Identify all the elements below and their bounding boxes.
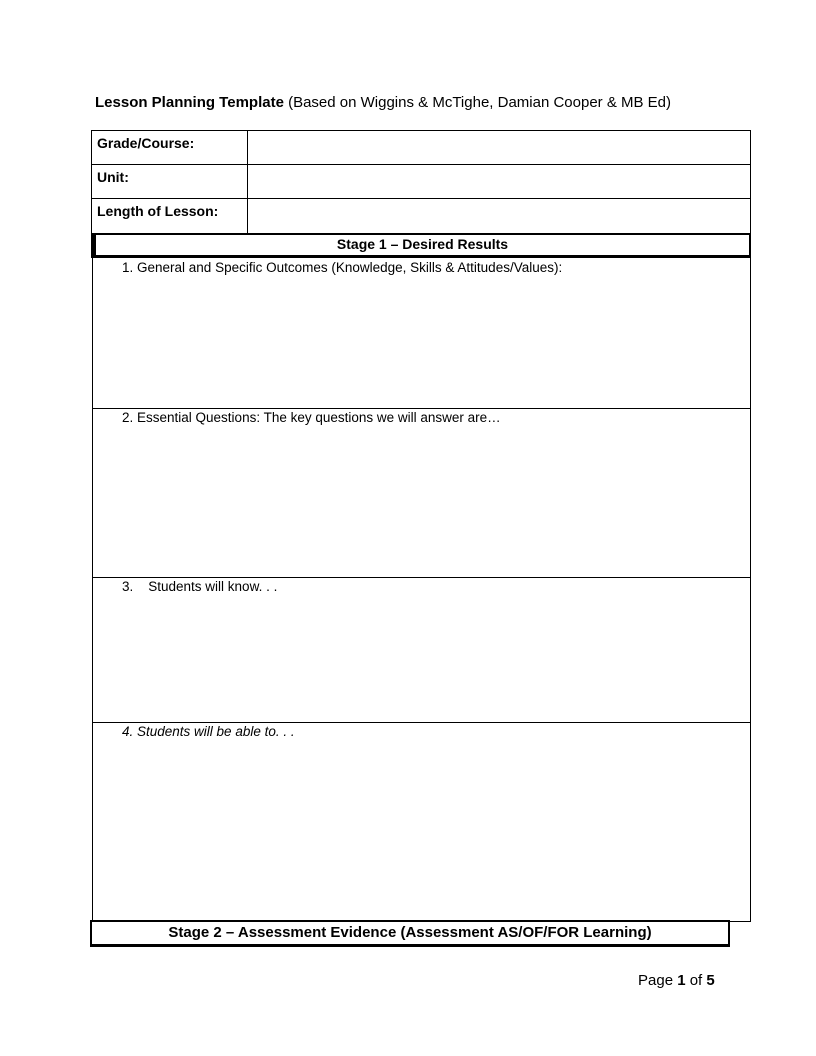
- page-number: [638, 972, 715, 989]
- length-of-lesson-label: Length of Lesson:: [97, 203, 219, 219]
- students-will-know-section[interactable]: [92, 577, 751, 723]
- students-able-to-prompt: 4. Students will be able to. . .: [122, 724, 295, 739]
- stage2-heading-text: Stage 2 – Assessment Evidence (Assessment AS/OF/FOR Learning): [168, 924, 652, 941]
- length-of-lesson-row: [91, 198, 751, 234]
- total-pages: 5: [706, 972, 715, 989]
- page-word: Page: [638, 972, 678, 989]
- students-able-to-section[interactable]: [92, 722, 751, 922]
- essential-questions-prompt: 2. Essential Questions: The key questions we will answer are…: [122, 410, 501, 425]
- unit-label: Unit:: [97, 169, 129, 185]
- stage2-heading: [90, 920, 730, 947]
- grade-course-field[interactable]: [247, 131, 750, 164]
- unit-field[interactable]: [247, 165, 750, 198]
- document-title: [95, 94, 671, 111]
- document-title-main: Lesson Planning Template: [95, 94, 284, 111]
- length-of-lesson-field[interactable]: [247, 199, 750, 233]
- current-page: 1: [677, 972, 686, 989]
- outcomes-prompt: 1. General and Specific Outcomes (Knowledge, Skills & Attitudes/Values):: [122, 260, 563, 275]
- essential-questions-section[interactable]: [92, 408, 751, 578]
- students-will-know-prompt: [122, 579, 277, 594]
- of-word: of: [685, 972, 707, 989]
- students-will-know-text: Students will know. . .: [148, 579, 278, 594]
- outcomes-section[interactable]: [92, 258, 751, 409]
- stage1-heading-text: Stage 1 – Desired Results: [336, 236, 509, 252]
- grade-course-label: Grade/Course:: [97, 135, 195, 151]
- stage1-heading: [91, 233, 751, 258]
- students-will-know-number: 3.: [122, 579, 134, 594]
- document-title-subtitle: (Based on Wiggins & McTighe, Damian Cooper & MB Ed): [283, 94, 672, 111]
- grade-course-row: [91, 130, 751, 165]
- unit-row: [91, 164, 751, 199]
